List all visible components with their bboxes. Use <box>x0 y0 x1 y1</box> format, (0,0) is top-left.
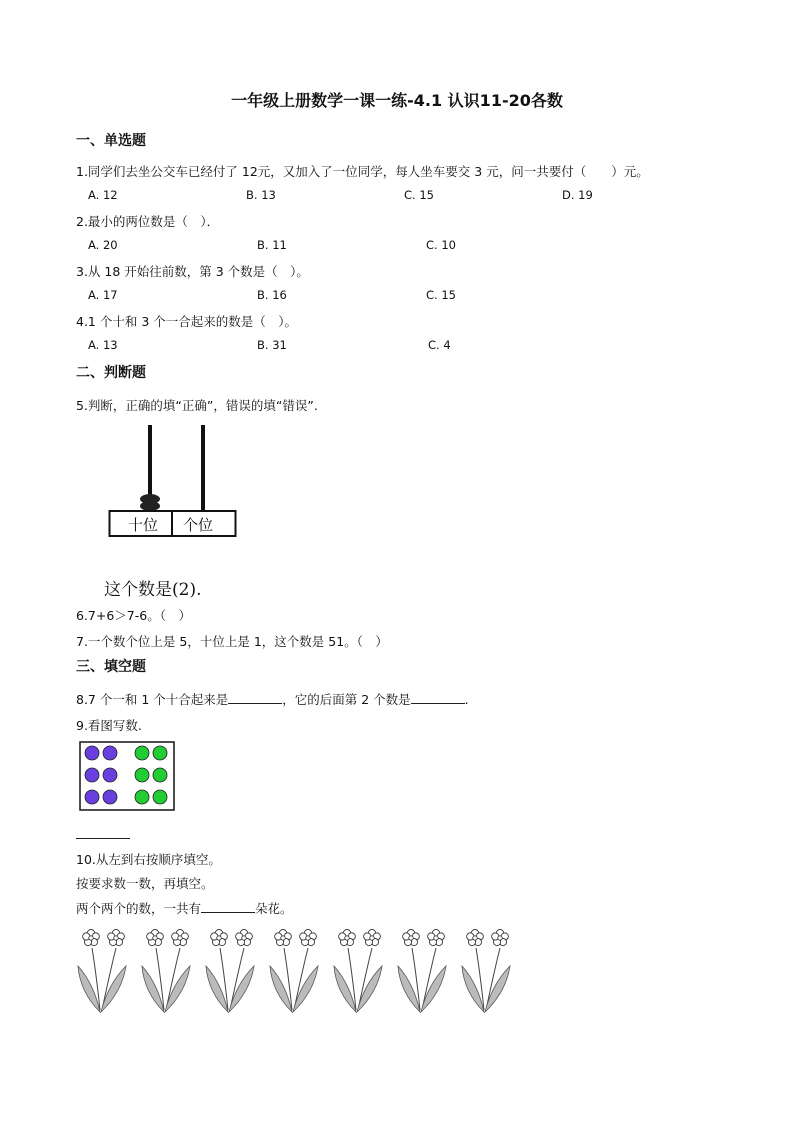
flower-group <box>270 929 318 1012</box>
q2-option-b[interactable]: B. 11 <box>257 238 287 252</box>
leaf <box>142 966 164 1012</box>
leaf <box>101 966 126 1012</box>
question-2: 2.最小的两位数是（ ）． <box>76 214 220 229</box>
dot-frame <box>78 740 176 812</box>
q2-option-c[interactable]: C. 10 <box>426 238 456 252</box>
flower-group <box>398 929 446 1012</box>
green-dot <box>153 768 167 782</box>
question-1: 1.同学们去坐公交车已经付了 12元，又加入了一位同学，每人坐车要交 3 元，问一共要付（ ）元。 <box>76 164 649 179</box>
flower-picture <box>76 922 526 1018</box>
green-dot <box>153 790 167 804</box>
green-dot <box>135 768 149 782</box>
q9-answer-blank[interactable] <box>76 838 130 839</box>
flower-blossom <box>236 929 253 945</box>
purple-dot <box>103 790 117 804</box>
q2-option-a[interactable]: A. 20 <box>88 238 118 252</box>
purple-dot <box>85 768 99 782</box>
leaf <box>165 966 190 1012</box>
q3-option-c[interactable]: C. 15 <box>426 288 456 302</box>
question-3: 3.从 18 开始往前数，第 3 个数是（ ）。 <box>76 264 309 279</box>
q10-prompt-part2: 朵花。 <box>255 901 293 916</box>
q3-option-b[interactable]: B. 16 <box>257 288 287 302</box>
q3-option-a[interactable]: A. 17 <box>88 288 118 302</box>
purple-dot <box>103 746 117 760</box>
q1-option-b[interactable]: B. 13 <box>246 188 276 202</box>
purple-dot <box>85 790 99 804</box>
green-dot <box>135 746 149 760</box>
q4-option-a[interactable]: A. 13 <box>88 338 118 352</box>
question-5: 5.判断，正确的填“正确”，错误的填“错误”. <box>76 398 318 413</box>
question-9: 9.看图写数. <box>76 718 142 733</box>
flower-blossom <box>403 929 420 945</box>
leaf <box>270 966 292 1012</box>
flower-group <box>206 929 254 1012</box>
q10-blank[interactable] <box>201 900 255 913</box>
q10-instruction: 按要求数一数，再填空。 <box>76 876 214 891</box>
abacus-label-ones: 个位 <box>183 516 214 534</box>
q10-prompt <box>76 899 293 917</box>
leaf <box>462 966 484 1012</box>
q4-option-b[interactable]: B. 31 <box>257 338 287 352</box>
leaf <box>78 966 100 1012</box>
leaf <box>229 966 254 1012</box>
leaf <box>206 966 228 1012</box>
flower-group <box>334 929 382 1012</box>
section-heading-true-false: 二、判断题 <box>76 365 146 381</box>
flower-blossom <box>147 929 164 945</box>
flower-blossom <box>492 929 509 945</box>
flower-group <box>78 929 126 1012</box>
question-4: 4.1 个十和 3 个一合起来的数是（ ）。 <box>76 314 298 329</box>
flower-blossom <box>172 929 189 945</box>
flower-blossom <box>428 929 445 945</box>
section-heading-single-choice: 一、单选题 <box>76 133 146 149</box>
flower-blossom <box>83 929 100 945</box>
q10-prompt-part1: 两个两个的数，一共有 <box>76 901 202 916</box>
q8-text-part2: ，它的后面第 2 个数是 <box>282 692 411 707</box>
tens-bead <box>140 501 160 511</box>
green-dot <box>135 790 149 804</box>
q1-option-a[interactable]: A. 12 <box>88 188 118 202</box>
q8-text-part3: . <box>464 692 469 707</box>
flower-blossom <box>211 929 228 945</box>
leaf <box>398 966 420 1012</box>
leaf <box>485 966 510 1012</box>
page-title: 一年级上册数学一课一练-4.1 认识11-20各数 <box>231 91 563 110</box>
q8-blank-1[interactable] <box>228 691 282 704</box>
q5-statement: 这个数是(2). <box>104 580 202 600</box>
section-heading-fill-blank: 三、填空题 <box>76 659 146 675</box>
flower-blossom <box>108 929 125 945</box>
flower-group <box>142 929 190 1012</box>
purple-dot <box>85 746 99 760</box>
leaf <box>421 966 446 1012</box>
leaf <box>334 966 356 1012</box>
q4-option-c[interactable]: C. 4 <box>428 338 451 352</box>
question-6: 6.7+6＞7-6。（ ） <box>76 608 191 623</box>
flower-blossom <box>275 929 292 945</box>
ones-rod <box>201 425 205 511</box>
q8-text-part1: 8.7 个一和 1 个十合起来是 <box>76 692 229 707</box>
flower-blossom <box>300 929 317 945</box>
q1-option-c[interactable]: C. 15 <box>404 188 434 202</box>
leaf <box>293 966 318 1012</box>
question-10: 10.从左到右按顺序填空。 <box>76 852 221 867</box>
green-dot <box>153 746 167 760</box>
question-8 <box>76 690 469 708</box>
question-7: 7.一个数个位上是 5，十位上是 1，这个数是 51。（ ） <box>76 634 388 649</box>
abacus-label-tens: 十位 <box>128 516 159 534</box>
flower-blossom <box>467 929 484 945</box>
leaf <box>357 966 382 1012</box>
flower-blossom <box>339 929 356 945</box>
q1-option-d[interactable]: D. 19 <box>562 188 593 202</box>
flower-group <box>462 929 510 1012</box>
flower-blossom <box>364 929 381 945</box>
q8-blank-2[interactable] <box>411 691 465 704</box>
purple-dot <box>103 768 117 782</box>
